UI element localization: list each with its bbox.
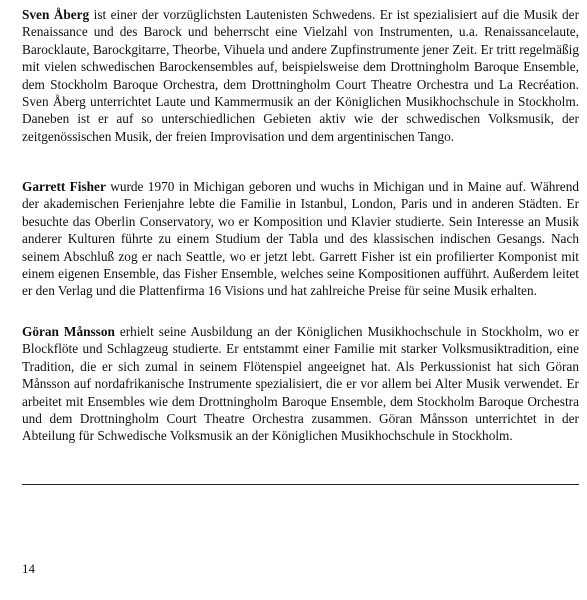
bio-paragraph-garrett-fisher bbox=[22, 178, 579, 300]
bio-name: Göran Månsson bbox=[22, 324, 115, 339]
bio-paragraph-goran-mansson bbox=[22, 323, 579, 445]
bio-name: Sven Åberg bbox=[22, 7, 90, 22]
bio-text: ist einer der vorzüglichsten Lautenisten Schwedens. Er ist spezialisiert auf die Musik der Renaissance und des Barock und beherrscht eine Vielzahl von Instrumenten, u.a. Renaissancelaute, Barocklaute, Barockgitarre, Theorbe, Vihuela und andere Zupfinstrumente jener Zeit. Er tritt regelmäßig mit vielen schwedischen Barockensembles auf, beispielsweise dem Drottningholm Baroque Ensemble, dem Stockholm Baroque Orchestra, dem Drottningholm Court Theatre Orchestra und La Recréation. Sven Åberg unterrichtet Laute und Kammermusik an der Königlichen Musikhochschule in Stockholm. Daneben ist er auf so unterschiedlichen Gebieten aktiv wie der schwedischen Volksmusik, der zeitgenössischen Musik, der freien Improvisation und dem argentinischen Tango. bbox=[22, 7, 579, 144]
document-page bbox=[22, 0, 579, 600]
bio-paragraph-sven-aberg bbox=[22, 6, 579, 145]
horizontal-rule bbox=[22, 484, 579, 485]
bio-text: erhielt seine Ausbildung an der Königlichen Musikhochschule in Stockholm, wo er Blockflöte und Schlagzeug studierte. Er entstammt einer Familie mit starker Volksmusiktradition, eine Tradition, die er sich zumal in seinem Flötenspiel angeeignet hat. Als Perkussionist hat sich Göran Månsson auf nordafrikanische Instrumente spezialisiert, die er vor allem bei Alter Musik verwendet. Er arbeitet mit Ensembles wie dem Drottningholm Baroque Ensemble, dem Stockholm Baroque Orchestra und dem Drottningholm Court Theatre Orchestra zusammen. Göran Månsson unterrichtet in der Abteilung für Schwedische Volksmusik an der Königlichen Musikhochschule in Stockholm. bbox=[22, 324, 580, 444]
page-number: 14 bbox=[22, 561, 35, 576]
bio-name: Garrett Fisher bbox=[22, 179, 106, 194]
bio-text: wurde 1970 in Michigan geboren und wuchs in Michigan und in Maine auf. Während der akademischen Ferienjahre lebte die Familie in Istanbul, London, Paris und in anderen Städten. Er besuchte das Oberlin Conservatory, wo er Komposition und Klavier studierte. Sein Interesse an Musik anderer Kulturen führte zu einem Studium der Tabla und des klassischen indischen Gesangs. Nach seinem Abschluß zog er nach Seattle, wo er jetzt lebt. Garrett Fisher ist ein profilierter Komponist mit einem eigenen Ensemble, das Fisher Ensemble, welches seine Kompositionen aufführt. Außerdem leitet er den Verlag und die Plattenfirma 16 Visions und hat zahlreiche Preise für seine Musik erhalten. bbox=[22, 179, 580, 299]
